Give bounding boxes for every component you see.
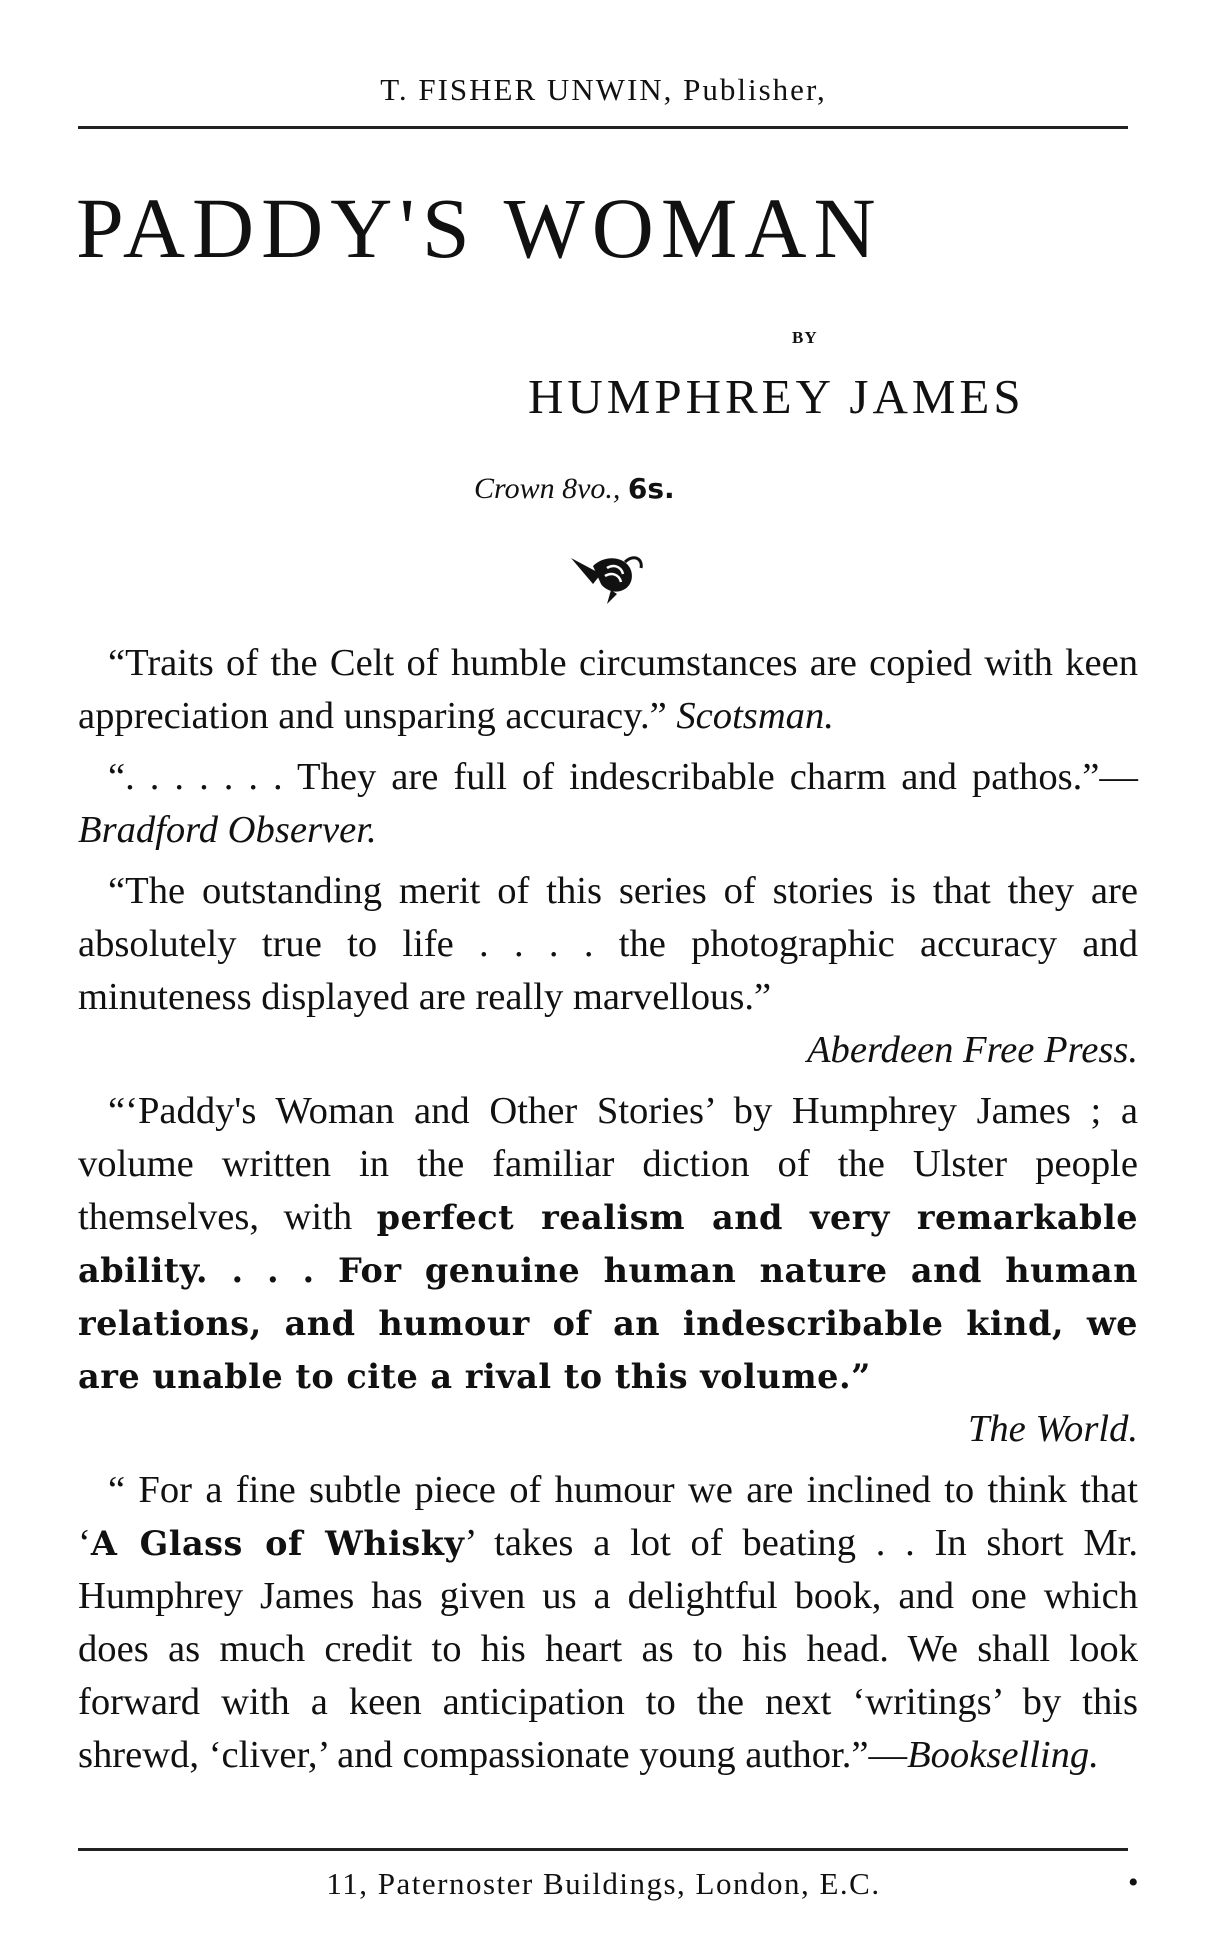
review-scotsman bbox=[78, 637, 1138, 743]
review-source: Bradford Observer. bbox=[78, 809, 377, 851]
review-text: “ For a fine subtle piece of humour we are inclined to think that ‘ bbox=[78, 1469, 1138, 1564]
publisher-header: T. FISHER UNWIN, Publisher, bbox=[380, 72, 827, 107]
publisher-address: 11, Paternoster Buildings, London, E.C. bbox=[326, 1866, 881, 1901]
pointing-hand-icon bbox=[567, 544, 647, 606]
price-label: 6s. bbox=[627, 472, 675, 505]
review-world bbox=[78, 1085, 1138, 1456]
header-divider bbox=[78, 126, 1128, 129]
book-format bbox=[474, 472, 675, 506]
format-label: Crown 8vo., bbox=[474, 472, 621, 505]
review-bradford bbox=[78, 751, 1138, 857]
by-label: BY bbox=[792, 328, 818, 347]
review-bookselling bbox=[78, 1464, 1138, 1782]
review-aberdeen bbox=[78, 865, 1138, 1077]
review-text: “‘Paddy's Woman and Other Stories’ by Humphrey James ; a volume written in the familiar diction of the Ulster people themselves, with bbox=[78, 1090, 1138, 1238]
book-title: PADDY'S WOMAN bbox=[76, 180, 883, 276]
footer-divider bbox=[78, 1848, 1128, 1851]
review-quotes bbox=[78, 637, 1138, 1790]
review-text-continued: ’ takes a lot of beating . . In short Mr. Humphrey James has given us a delightful book, and one which does as much credit to his heart as to his head. We shall look forward with a keen anticipation to the next ‘writings’ by this shrewd, ‘cliver,’ and compassionate young author.”— bbox=[78, 1522, 1138, 1776]
review-source: Bookselling. bbox=[907, 1734, 1099, 1776]
review-source: Aberdeen Free Press. bbox=[806, 1029, 1138, 1071]
review-text-bold: A Glass of Whisky bbox=[90, 1524, 465, 1563]
review-source: The World. bbox=[967, 1408, 1138, 1450]
review-text-bold: perfect realism and very remarkable ability. . . . For genuine human nature and human relations, and humour of an indescribable kind, we are unable to cite a rival to this volume.” bbox=[78, 1198, 1139, 1396]
review-text: “Traits of the Celt of humble circumstances are copied with keen appreciation and unsparing accuracy.” bbox=[78, 642, 1138, 737]
review-text: “The outstanding merit of this series of stories is that they are absolutely true to life . . . . the photographic accuracy and minuteness displayed are really marvellous.” bbox=[78, 870, 1138, 1018]
review-source: Scotsman. bbox=[676, 695, 834, 737]
footer-mark: • bbox=[1128, 1866, 1139, 1899]
author-name: HUMPHREY JAMES bbox=[528, 369, 1025, 424]
review-text: “. . . . . . . They are full of indescribable charm and pathos.”— bbox=[108, 756, 1138, 798]
